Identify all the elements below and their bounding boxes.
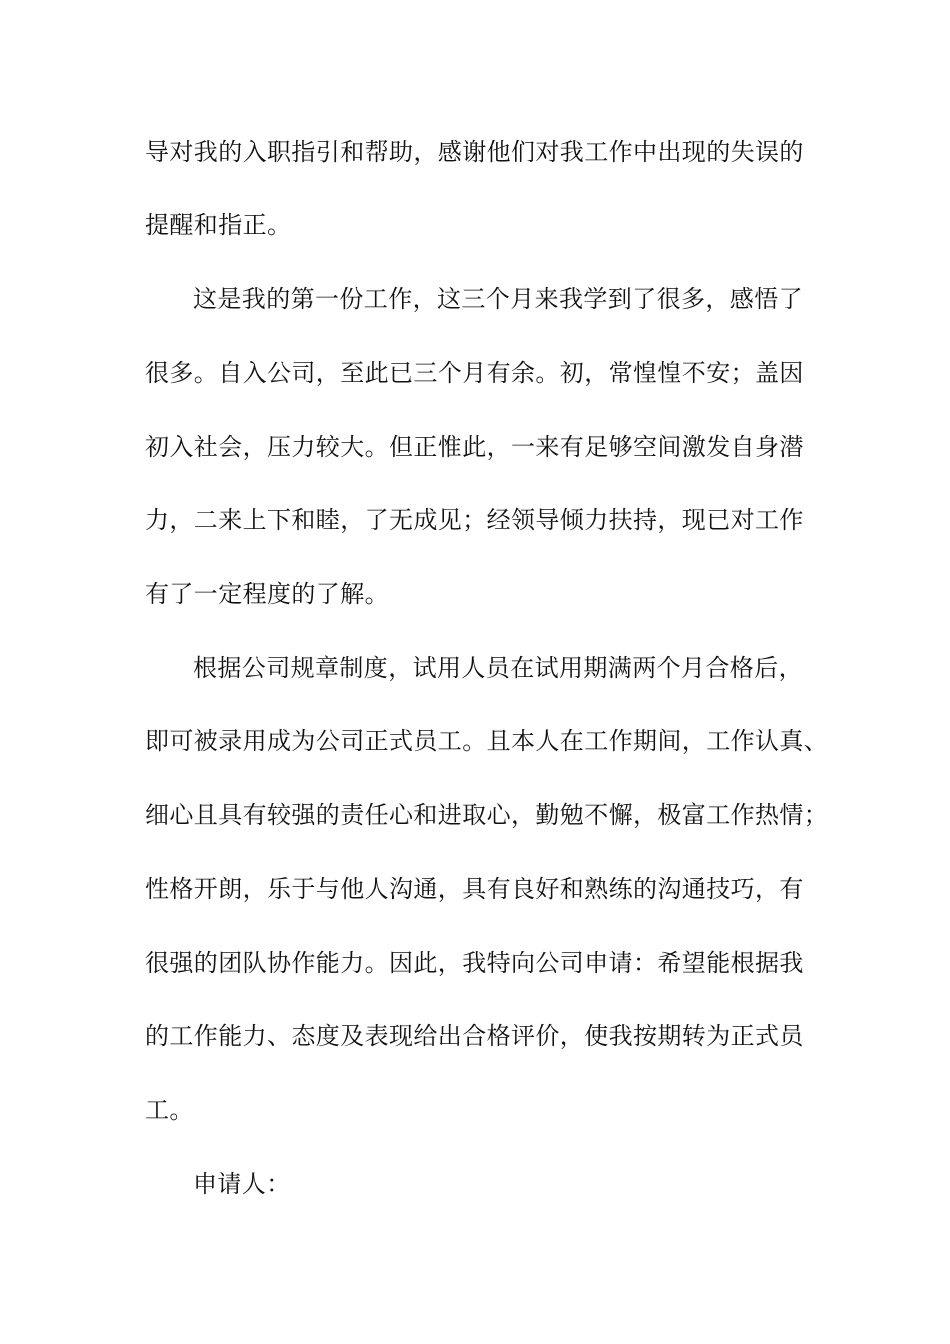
paragraph-first-line: 这是我的第一份工作，这三个月来我学到了很多，感悟了 xyxy=(193,285,803,313)
body-text-line: 导对我的入职指引和帮助，感谢他们对我工作中出现的失误的 xyxy=(145,138,804,166)
body-text-line: 工。 xyxy=(145,1096,194,1124)
body-text-line: 初入社会，压力较大。但正惟此，一来有足够空间激发自身潜 xyxy=(145,433,804,461)
paragraph-first-line: 根据公司规章制度，试用人员在试用期满两个月合格后， xyxy=(193,654,803,682)
body-text-line: 很多。自入公司，至此已三个月有余。初，常惶惶不安；盖因 xyxy=(145,359,804,387)
body-text-line: 性格开朗，乐于与他人沟通，具有良好和熟练的沟通技巧，有 xyxy=(145,875,804,903)
body-text-line: 有了一定程度的了解。 xyxy=(145,580,389,608)
body-text-line: 提醒和指正。 xyxy=(145,211,292,239)
body-text-line: 即可被录用成为公司正式员工。且本人在工作期间，工作认真、 xyxy=(145,727,829,755)
body-text-line: 的工作能力、态度及表现给出合格评价，使我按期转为正式员 xyxy=(145,1022,804,1050)
body-text-line: 很强的团队协作能力。因此，我特向公司申请：希望能根据我 xyxy=(145,949,804,977)
applicant-signature-label: 申请人： xyxy=(193,1170,291,1198)
body-text-line: 力，二来上下和睦，了无成见；经领导倾力扶持，现已对工作 xyxy=(145,506,804,534)
body-text-line: 细心且具有较强的责任心和进取心，勤勉不懈，极富工作热情； xyxy=(145,801,829,829)
